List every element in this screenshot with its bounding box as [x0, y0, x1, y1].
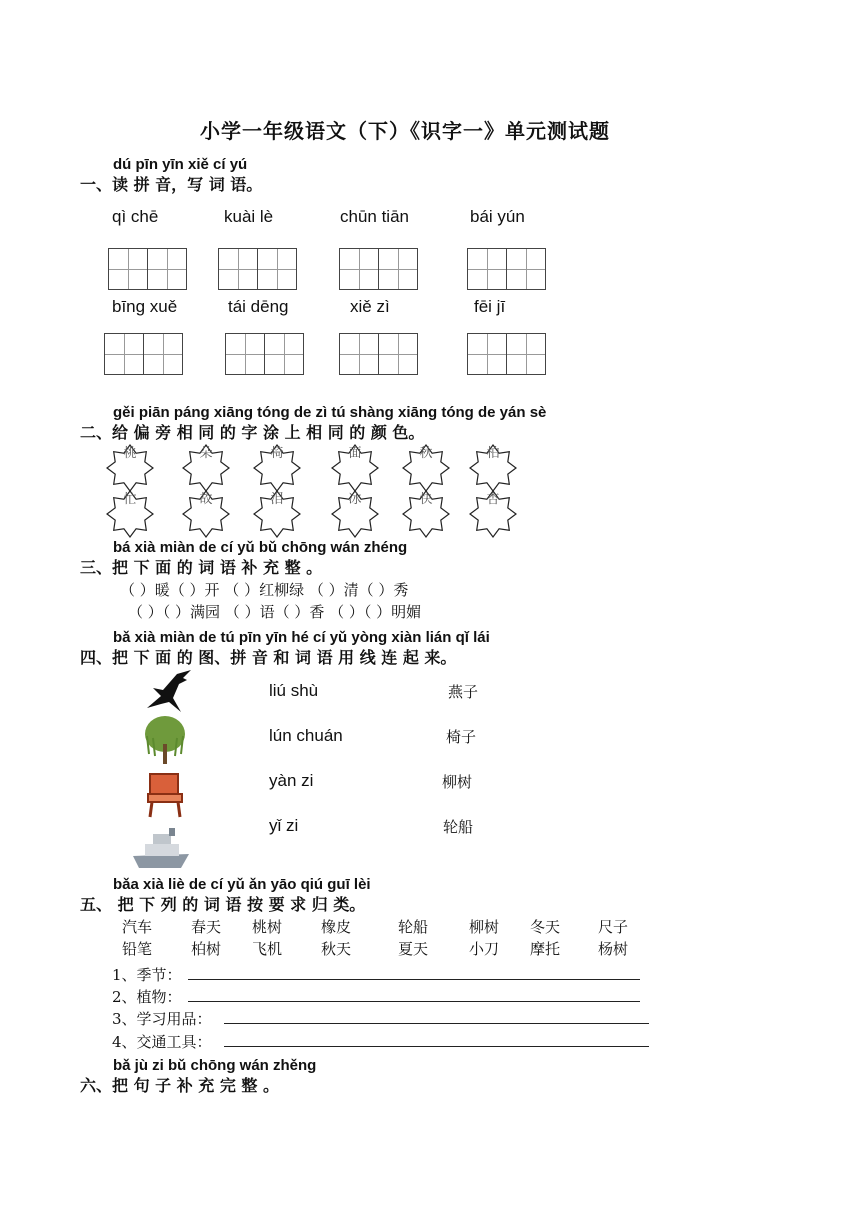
match-word: 燕子 — [448, 683, 479, 701]
classify-word: 杨树 — [598, 940, 629, 958]
fill-line: （ ）暖（ ）开 （ ）红柳绿 （ ）清（ ）秀 — [120, 581, 409, 599]
section4-pinyin: bǎ xià miàn de tú pīn yīn hé cí yǔ yòng xiàn lián qǐ lái — [113, 629, 490, 646]
pinyin-prompt: tái dēng — [228, 297, 289, 316]
writing-grid[interactable] — [467, 333, 546, 375]
classify-word: 夏天 — [398, 940, 429, 958]
classify-word: 汽车 — [122, 918, 153, 936]
pinyin-prompt: bái yún — [470, 207, 525, 226]
classify-word: 冬天 — [530, 918, 561, 936]
section3-pinyin: bá xià miàn de cí yǔ bǔ chōng wán zhéng — [113, 539, 408, 556]
color-star[interactable] — [402, 490, 450, 538]
color-star[interactable] — [253, 490, 301, 538]
color-star[interactable] — [331, 444, 379, 492]
pinyin-prompt: fēi jī — [474, 297, 506, 316]
classify-word: 小刀 — [469, 940, 500, 958]
writing-grid[interactable] — [104, 333, 183, 375]
classify-word: 摩托 — [530, 940, 561, 958]
section5-heading: 五、 把 下 列 的 词 语 按 要 求 归 类。 — [80, 895, 366, 914]
match-pinyin: lún chuán — [269, 726, 343, 745]
classify-word: 柏树 — [191, 940, 222, 958]
willow-tree-image — [143, 714, 187, 770]
color-star[interactable] — [331, 490, 379, 538]
star-character: 椅 — [270, 446, 284, 461]
color-star[interactable] — [106, 444, 154, 492]
pinyin-prompt: kuài lè — [224, 207, 274, 226]
color-star[interactable] — [469, 444, 517, 492]
classify-word: 尺子 — [598, 918, 629, 936]
star-character: 泪 — [270, 492, 284, 507]
match-pinyin: yàn zi — [269, 771, 314, 790]
classify-word: 春天 — [191, 918, 222, 936]
color-star[interactable] — [182, 490, 230, 538]
classify-word: 橡皮 — [321, 918, 352, 936]
section3-heading: 三、把 下 面 的 词 语 补 充 整 。 — [80, 558, 323, 577]
section2-pinyin: gěi piān páng xiāng tóng de zì tú shàng xiāng tóng de yán sè — [113, 404, 547, 421]
writing-grid[interactable] — [467, 248, 546, 290]
color-star[interactable] — [469, 490, 517, 538]
color-star[interactable] — [402, 444, 450, 492]
fill-line: （ ）（ ）满园 （ ）语（ ）香 （ ）（ ）明媚 — [128, 603, 422, 621]
color-star[interactable] — [182, 444, 230, 492]
chair-image — [144, 772, 186, 822]
writing-grid[interactable] — [108, 248, 187, 290]
pinyin-prompt: chūn tiān — [340, 207, 409, 226]
writing-grid[interactable] — [339, 333, 418, 375]
category-label: 1、季节： — [112, 966, 182, 984]
section6-pinyin: bǎ jù zi bǔ chōng wán zhěng — [113, 1057, 317, 1074]
star-character: 故 — [199, 492, 213, 507]
classify-word: 桃树 — [252, 918, 283, 936]
pinyin-prompt: qì chē — [112, 207, 159, 226]
category-label: 4、交通工具： — [112, 1033, 212, 1051]
star-character: 秋 — [419, 446, 433, 461]
ship-image — [131, 826, 191, 876]
answer-line[interactable] — [188, 978, 640, 980]
pinyin-prompt: bīng xuě — [112, 297, 178, 316]
star-character: 面 — [348, 446, 362, 461]
page-title: 小学一年级语文（下）《识字一》单元测试题 — [200, 119, 610, 143]
classify-word: 秋天 — [321, 940, 352, 958]
match-pinyin: liú shù — [269, 681, 319, 700]
answer-line[interactable] — [224, 1022, 649, 1024]
match-word: 轮船 — [443, 818, 474, 836]
writing-grid[interactable] — [225, 333, 304, 375]
writing-grid[interactable] — [218, 248, 297, 290]
star-character: 柏 — [486, 446, 500, 461]
star-character: 冰 — [348, 492, 362, 507]
swallow-image — [143, 668, 193, 718]
section5-pinyin: bǎa xià liè de cí yǔ ǎn yāo qiú guī lèi — [113, 876, 371, 893]
section4-heading: 四、把 下 面 的 图、拼 音 和 词 语 用 线 连 起 来。 — [80, 648, 457, 667]
color-star[interactable] — [253, 444, 301, 492]
classify-word: 轮船 — [398, 918, 429, 936]
star-character: 朵 — [199, 446, 213, 461]
match-pinyin: yǐ zi — [269, 816, 299, 835]
section2-heading: 二、给 偏 旁 相 同 的 字 涂 上 相 同 的 颜 色。 — [80, 423, 425, 442]
star-character: 桃 — [123, 446, 137, 461]
category-label: 3、学习用品： — [112, 1010, 212, 1028]
classify-word: 飞机 — [252, 940, 283, 958]
match-word: 椅子 — [446, 728, 477, 746]
section1-pinyin: dú pīn yīn xiě cí yú — [113, 156, 248, 173]
answer-line[interactable] — [224, 1045, 649, 1047]
pinyin-prompt: xiě zì — [350, 297, 390, 316]
writing-grid[interactable] — [339, 248, 418, 290]
match-word: 柳树 — [442, 773, 473, 791]
color-star[interactable] — [106, 490, 154, 538]
section1-heading: 一、读 拼 音，写 词 语。 — [80, 175, 263, 194]
section6-heading: 六、把 句 子 补 充 完 整 。 — [80, 1076, 279, 1095]
category-label: 2、植物： — [112, 988, 182, 1006]
classify-word: 柳树 — [469, 918, 500, 936]
star-character: 快 — [419, 492, 433, 507]
star-character: 忙 — [123, 492, 137, 507]
classify-word: 铅笔 — [122, 940, 153, 958]
answer-line[interactable] — [188, 1000, 640, 1002]
star-character: 杏 — [486, 492, 500, 507]
